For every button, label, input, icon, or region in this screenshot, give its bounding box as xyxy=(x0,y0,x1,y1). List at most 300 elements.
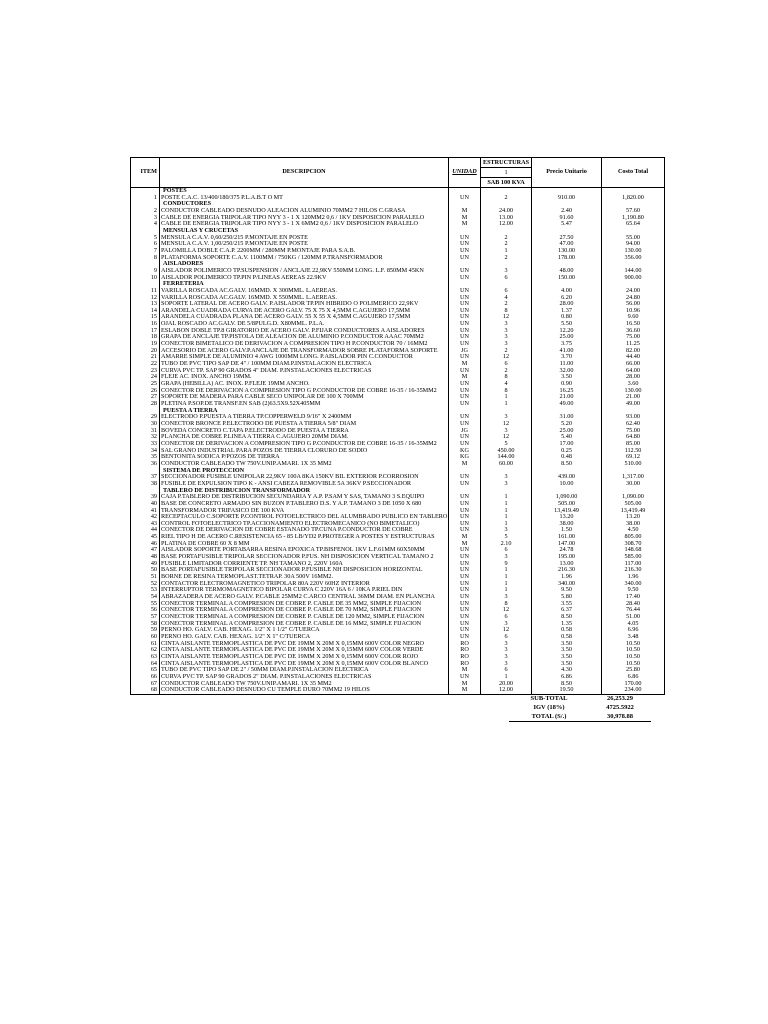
item-quantity: 3 xyxy=(481,481,532,488)
section-row xyxy=(131,261,665,268)
item-description: PLATAFORMA SOPORTE C.A.V. 1100MM / 750KG / 120MM P.TRANSFORMADOR xyxy=(160,255,449,262)
item-number: 35 xyxy=(131,454,160,461)
item-unit-price: 150.00 xyxy=(532,275,602,282)
item-description: CONECTOR TERMINAL A COMPRESION DE COBRE P. CABLE DE 70 MM2, SIMPLE FIJACION xyxy=(160,607,449,614)
item-quantity: 12 xyxy=(481,434,532,441)
table-row xyxy=(131,474,665,481)
item-total-cost: 10.50 xyxy=(602,641,665,648)
table-row xyxy=(131,541,665,548)
item-unit: UN xyxy=(449,581,481,588)
item-unit: UN xyxy=(449,501,481,508)
section-unit-cell xyxy=(449,488,481,495)
table-row xyxy=(131,275,665,282)
table-row xyxy=(131,268,665,275)
item-number: 19 xyxy=(131,341,160,348)
item-total-cost: 9.60 xyxy=(602,314,665,321)
subtotal-value: 26,253.29 xyxy=(607,695,633,702)
item-unit-price: 5.80 xyxy=(532,594,602,601)
item-unit-price: 24.78 xyxy=(532,547,602,554)
item-total-cost: 130.00 xyxy=(602,388,665,395)
item-unit: UN xyxy=(449,308,481,315)
table-row xyxy=(131,421,665,428)
item-unit: UN xyxy=(449,401,481,408)
section-row xyxy=(131,201,665,208)
table-row xyxy=(131,348,665,355)
item-description: CINTA AISLANTE TERMOPLASTICA DE PVC DE 19MM X 20M X 0,15MM 600V COLOR NEGRO xyxy=(160,641,449,648)
item-number: 9 xyxy=(131,268,160,275)
item-quantity: 5 xyxy=(481,534,532,541)
item-description: VARILLA ROSCADA AC.GALV. 16MMD. X 300MML. L.AEREAS. xyxy=(160,288,449,295)
item-unit: UN xyxy=(449,314,481,321)
table-row xyxy=(131,607,665,614)
item-description: CONECTOR DE DERIVACION A COMPRESION TIPO G P.CONDUCTOR DE COBRE 16-35 / 16-35MM2 xyxy=(160,441,449,448)
item-description: ELECTRODO P.PUESTA A TIERRA TP.COPPERWELD 9/16" X 2400MM xyxy=(160,414,449,421)
item-unit: M xyxy=(449,541,481,548)
item-unit-price: 11.00 xyxy=(532,361,602,368)
item-quantity: 8 xyxy=(481,374,532,381)
item-unit: UN xyxy=(449,521,481,528)
item-quantity: 9 xyxy=(481,561,532,568)
table-row xyxy=(131,527,665,534)
table-row xyxy=(131,388,665,395)
summary-table xyxy=(509,694,651,722)
table-row xyxy=(131,381,665,388)
subtotal-label: SUB-TOTAL xyxy=(530,695,568,702)
item-total-cost: 30.00 xyxy=(602,481,665,488)
item-quantity: 60.00 xyxy=(481,461,532,468)
item-number: 53 xyxy=(131,587,160,594)
section-item-cell xyxy=(131,228,160,235)
item-unit: UN xyxy=(449,341,481,348)
item-description: ACCESORIO DE ACERO GALV.P.ANCLAJE DE TRANSFORMADOR SOBRE PLATAFORMA SOPORTE xyxy=(160,348,449,355)
item-quantity: 12 xyxy=(481,607,532,614)
item-description: CAJA P.TABLERO DE DISTRIBUCION SECUNDARIA Y A.P. P.SAM Y SAS, TAMANO 3 S.EQUIPO xyxy=(160,494,449,501)
item-total-cost: 17.40 xyxy=(602,594,665,601)
item-quantity: 1 xyxy=(481,581,532,588)
item-unit-price: 3.50 xyxy=(532,374,602,381)
item-number: 56 xyxy=(131,607,160,614)
item-description: VARILLA ROSCADA AC.GALV. 16MMD. X 550MML. L.AEREAS. xyxy=(160,295,449,302)
item-total-cost: 10.50 xyxy=(602,661,665,668)
item-number: 8 xyxy=(131,255,160,262)
header-precio: Precio Unitario xyxy=(532,158,602,188)
item-number: 11 xyxy=(131,288,160,295)
item-description: INTERRUPTOR TERMOMAGNETICO BIPOLAR CURVA C 220V 16A 6 / 10KA P.RIEL DIN xyxy=(160,587,449,594)
table-row xyxy=(131,341,665,348)
item-number: 47 xyxy=(131,547,160,554)
item-quantity: 8 xyxy=(481,308,532,315)
table-row xyxy=(131,401,665,408)
section-price-cell xyxy=(532,261,602,268)
item-description: PLATINA DE COBRE 60 X 8 MM xyxy=(160,541,449,548)
section-item-cell xyxy=(131,281,160,288)
table-row xyxy=(131,448,665,455)
section-price-cell xyxy=(532,408,602,415)
item-unit-price: 3.50 xyxy=(532,654,602,661)
item-unit-price: 41.00 xyxy=(532,348,602,355)
table-row xyxy=(131,534,665,541)
item-quantity: 6 xyxy=(481,667,532,674)
item-quantity: 4 xyxy=(481,295,532,302)
item-unit: UN xyxy=(449,607,481,614)
item-total-cost: 148.68 xyxy=(602,547,665,554)
item-unit: UN xyxy=(449,441,481,448)
table-row xyxy=(131,221,665,228)
section-title: MENSULAS Y CRUCETAS xyxy=(160,228,449,235)
item-total-cost: 51.00 xyxy=(602,614,665,621)
item-unit-price: 48.00 xyxy=(532,268,602,275)
item-number: 2 xyxy=(131,208,160,215)
item-quantity: 1 xyxy=(481,394,532,401)
item-total-cost: 69.12 xyxy=(602,454,665,461)
item-number: 3 xyxy=(131,215,160,222)
section-row xyxy=(131,281,665,288)
item-quantity: 1 xyxy=(481,501,532,508)
item-description: CONDUCTOR CABLEADO DESNUDO CU TEMPLE DURO 70MM2 19 HILOS xyxy=(160,687,449,694)
table-row xyxy=(131,414,665,421)
table-row xyxy=(131,494,665,501)
item-unit-price: 195.00 xyxy=(532,554,602,561)
table-row xyxy=(131,328,665,335)
item-quantity: 3 xyxy=(481,594,532,601)
item-unit: UN xyxy=(449,394,481,401)
item-number: 25 xyxy=(131,381,160,388)
item-total-cost: 94.00 xyxy=(602,241,665,248)
item-description: CONECTOR TERMINAL A COMPRESION DE COBRE P. CABLE DE 16 MM2, SIMPLE FIJACION xyxy=(160,621,449,628)
section-title: AISLADORES xyxy=(160,261,449,268)
item-total-cost: 57.60 xyxy=(602,208,665,215)
table-row xyxy=(131,567,665,574)
section-item-cell xyxy=(131,188,160,195)
section-total-cell xyxy=(602,468,665,475)
item-number: 44 xyxy=(131,527,160,534)
item-unit-price: 0.25 xyxy=(532,448,602,455)
item-unit-price: 2.40 xyxy=(532,208,602,215)
section-total-cell xyxy=(602,281,665,288)
item-total-cost: 62.40 xyxy=(602,421,665,428)
item-quantity: 20.00 xyxy=(481,681,532,688)
item-unit: M xyxy=(449,374,481,381)
item-unit: M xyxy=(449,361,481,368)
item-total-cost: 356.00 xyxy=(602,255,665,262)
table-row xyxy=(131,288,665,295)
item-description: CABLE DE ENERGIA TRIPOLAR TIPO NYY 3 - 1 X 6MM2 0,6 / 1KV DISPOSICION PARALELO xyxy=(160,221,449,228)
item-unit: UN xyxy=(449,554,481,561)
item-number: 61 xyxy=(131,641,160,648)
item-number: 49 xyxy=(131,561,160,568)
item-unit: UN xyxy=(449,547,481,554)
item-description: ABRAZADERA DE ACERO GALV. P.CABLE 25MM2 C.ARCO CENTRAL 36MM DIAM. EN PLANCHA xyxy=(160,594,449,601)
table-row xyxy=(131,308,665,315)
item-number: 39 xyxy=(131,494,160,501)
table-row xyxy=(131,461,665,468)
item-number: 4 xyxy=(131,221,160,228)
item-unit: M xyxy=(449,215,481,222)
item-quantity: 5 xyxy=(481,441,532,448)
item-number: 60 xyxy=(131,634,160,641)
item-number: 41 xyxy=(131,508,160,515)
section-item-cell xyxy=(131,488,160,495)
item-unit-price: 13,419.49 xyxy=(532,508,602,515)
item-unit-price: 0.48 xyxy=(532,454,602,461)
item-total-cost: 510.00 xyxy=(602,461,665,468)
item-number: 14 xyxy=(131,308,160,315)
item-number: 18 xyxy=(131,334,160,341)
table-row xyxy=(131,634,665,641)
item-quantity: 3 xyxy=(481,428,532,435)
item-quantity: 1 xyxy=(481,521,532,528)
item-quantity: 2 xyxy=(481,241,532,248)
item-description: ESLABON DOBLE TP.8 GIRATORIO DE ACERO GALV. P.FIJAR CONDUCTORES A AISLADORES xyxy=(160,328,449,335)
section-qty-cell xyxy=(481,261,532,268)
item-number: 52 xyxy=(131,581,160,588)
item-number: 54 xyxy=(131,594,160,601)
item-unit-price: 0.80 xyxy=(532,314,602,321)
item-unit-price: 216.30 xyxy=(532,567,602,574)
item-total-cost: 3.60 xyxy=(602,381,665,388)
item-quantity: 1 xyxy=(481,508,532,515)
item-number: 59 xyxy=(131,627,160,634)
item-unit: UN xyxy=(449,494,481,501)
item-unit-price: 1,090.00 xyxy=(532,494,602,501)
item-quantity: 3 xyxy=(481,321,532,328)
item-quantity: 1 xyxy=(481,574,532,581)
item-number: 63 xyxy=(131,654,160,661)
item-number: 36 xyxy=(131,461,160,468)
item-quantity: 3 xyxy=(481,474,532,481)
item-unit-price: 910.00 xyxy=(532,195,602,202)
item-unit: UN xyxy=(449,627,481,634)
item-number: 31 xyxy=(131,428,160,435)
header-item: ITEM xyxy=(131,158,160,188)
item-quantity: 1 xyxy=(481,248,532,255)
item-total-cost: 234.00 xyxy=(602,687,665,694)
section-qty-cell xyxy=(481,228,532,235)
item-unit: UN xyxy=(449,434,481,441)
item-unit: UN xyxy=(449,354,481,361)
item-description: ARANDELA CUADRADA CURVA DE ACERO GALV. 75 X 75 X 4,5MM C.AGUJERO 17,5MM xyxy=(160,308,449,315)
item-unit: RO xyxy=(449,661,481,668)
section-title: FERRETERIA xyxy=(160,281,449,288)
item-description: PALOMILLA DOBLE C.A.P. 2200MM / 280MM P.MONTAJE PARA S.A.B. xyxy=(160,248,449,255)
table-row xyxy=(131,641,665,648)
item-number: 67 xyxy=(131,681,160,688)
item-unit: RO xyxy=(449,641,481,648)
item-unit-price: 13.20 xyxy=(532,514,602,521)
item-total-cost: 10.96 xyxy=(602,308,665,315)
section-price-cell xyxy=(532,228,602,235)
item-description: FUSIBLE DE EXPULSION TIPO K - ANSI CABEZA REMOVIBLE 5A 36KV P.SECCIONADOR xyxy=(160,481,449,488)
item-unit: UN xyxy=(449,574,481,581)
item-description: CINTA AISLANTE TERMOPLASTICA DE PVC DE 19MM X 20M X 0,15MM 600V COLOR VERDE xyxy=(160,647,449,654)
section-price-cell xyxy=(532,201,602,208)
item-number: 43 xyxy=(131,521,160,528)
item-unit-price: 4.30 xyxy=(532,667,602,674)
header-estructuras-num: 1 xyxy=(481,168,532,178)
item-description: SOPORTE DE MADERA PARA CABLE SECO UNIPOLAR DE 100 X 700MM xyxy=(160,394,449,401)
table-row xyxy=(131,248,665,255)
item-description: TUBO DE PVC TIPO SAP DE 4" / 100MM DIAM.P.INSTALACION ELECTRICA xyxy=(160,361,449,368)
item-total-cost: 11.25 xyxy=(602,341,665,348)
item-description: BENTONITA SODICA P/POZOS DE TIERRA xyxy=(160,454,449,461)
item-unit: UN xyxy=(449,328,481,335)
header-unidad-text: UNIDAD xyxy=(452,168,477,176)
item-total-cost: 4.05 xyxy=(602,621,665,628)
item-unit: M xyxy=(449,681,481,688)
item-number: 37 xyxy=(131,474,160,481)
item-quantity: 2 xyxy=(481,235,532,242)
item-unit-price: 10.00 xyxy=(532,481,602,488)
section-item-cell xyxy=(131,408,160,415)
item-unit-price: 439.00 xyxy=(532,474,602,481)
table-row xyxy=(131,301,665,308)
item-number: 20 xyxy=(131,348,160,355)
item-description: GRAPA DE ANCLAJE TP.PISTOLA DE ALEACION DE ALUMINIO P.CONDUCTOR AAAC 70MM2 xyxy=(160,334,449,341)
item-unit: UN xyxy=(449,321,481,328)
item-description: CURVA PVC TP. SAP 90 GRADOS 2" DIAM. P.INSTALACIONES ELECTRICAS xyxy=(160,674,449,681)
item-total-cost: 117.00 xyxy=(602,561,665,568)
item-quantity: 12 xyxy=(481,421,532,428)
item-description: AISLADOR SOPORTE PORTABARRA RESINA EPOXICA TP.BISFENOL 1KV L.F.61MM 60X50MM xyxy=(160,547,449,554)
item-total-cost: 6.86 xyxy=(602,674,665,681)
item-number: 38 xyxy=(131,481,160,488)
section-total-cell xyxy=(602,228,665,235)
item-unit-price: 12.20 xyxy=(532,328,602,335)
section-row xyxy=(131,228,665,235)
item-number: 64 xyxy=(131,661,160,668)
item-quantity: 2 xyxy=(481,301,532,308)
section-unit-cell xyxy=(449,408,481,415)
table-row xyxy=(131,594,665,601)
header-estructuras: ESTRUCTURAS xyxy=(481,158,532,168)
section-qty-cell xyxy=(481,281,532,288)
item-total-cost: 82.00 xyxy=(602,348,665,355)
item-quantity: 450.00 xyxy=(481,448,532,455)
item-number: 33 xyxy=(131,441,160,448)
item-total-cost: 112.50 xyxy=(602,448,665,455)
item-number: 5 xyxy=(131,235,160,242)
item-unit: M xyxy=(449,687,481,694)
item-quantity: 3 xyxy=(481,621,532,628)
item-quantity: 24.00 xyxy=(481,208,532,215)
item-unit-price: 3.50 xyxy=(532,647,602,654)
item-total-cost: 75.00 xyxy=(602,334,665,341)
table-row xyxy=(131,334,665,341)
item-unit: M xyxy=(449,221,481,228)
item-unit: RO xyxy=(449,647,481,654)
section-qty-cell xyxy=(481,188,532,195)
item-total-cost: 85.00 xyxy=(602,441,665,448)
section-title: CONDUCTORES xyxy=(160,201,449,208)
item-description: SECCIONADOR FUSIBLE UNIPOLAR 22,9KV 100A 8KA 150KV BIL EXTERIOR P.CORROSION xyxy=(160,474,449,481)
item-unit: UN xyxy=(449,634,481,641)
item-unit: KG xyxy=(449,448,481,455)
item-number: 15 xyxy=(131,314,160,321)
section-qty-cell xyxy=(481,468,532,475)
item-number: 27 xyxy=(131,394,160,401)
item-number: 29 xyxy=(131,414,160,421)
item-description: CINTA AISLANTE TERMOPLASTICA DE PVC DE 19MM X 20M X 0,15MM 600V COLOR ROJO xyxy=(160,654,449,661)
item-quantity: 4 xyxy=(481,381,532,388)
table-row xyxy=(131,667,665,674)
table-row xyxy=(131,501,665,508)
item-description: OJAL ROSCADO AC.GALV. DE 5/8PULG.D. X80MML. P.L.A. xyxy=(160,321,449,328)
table-row xyxy=(131,208,665,215)
item-total-cost: 585.00 xyxy=(602,554,665,561)
section-price-cell xyxy=(532,468,602,475)
item-unit-price: 178.00 xyxy=(532,255,602,262)
item-unit-price: 32.00 xyxy=(532,368,602,375)
item-number: 7 xyxy=(131,248,160,255)
item-number: 68 xyxy=(131,687,160,694)
section-unit-cell xyxy=(449,468,481,475)
item-description: MENSULA C.A.V. 1,00/250/215 P.MONTAJE EN POSTE xyxy=(160,241,449,248)
item-unit: UN xyxy=(449,295,481,302)
table-row xyxy=(131,508,665,515)
table-row xyxy=(131,581,665,588)
item-description: CONECTOR BRONCE P.ELECTRODO DE PUESTA A TIERRA 5/8" DIAM xyxy=(160,421,449,428)
item-unit-price: 340.00 xyxy=(532,581,602,588)
table-body xyxy=(131,188,665,695)
item-unit-price: 0.58 xyxy=(532,627,602,634)
item-unit: UN xyxy=(449,414,481,421)
section-title: POSTES xyxy=(160,188,449,195)
item-unit-price: 3.50 xyxy=(532,641,602,648)
item-quantity: 1 xyxy=(481,494,532,501)
item-total-cost: 28.00 xyxy=(602,374,665,381)
section-row xyxy=(131,468,665,475)
item-total-cost: 44.40 xyxy=(602,354,665,361)
item-quantity: 13.00 xyxy=(481,215,532,222)
item-unit-price: 9.50 xyxy=(532,587,602,594)
item-unit: UN xyxy=(449,288,481,295)
item-number: 26 xyxy=(131,388,160,395)
item-unit-price: 6.37 xyxy=(532,607,602,614)
item-quantity: 2 xyxy=(481,255,532,262)
section-title: PUESTA A TIERRA xyxy=(160,408,449,415)
item-total-cost: 49.00 xyxy=(602,401,665,408)
item-total-cost: 340.00 xyxy=(602,581,665,588)
table-row xyxy=(131,481,665,488)
item-total-cost: 66.00 xyxy=(602,361,665,368)
table-row xyxy=(131,195,665,202)
item-unit-price: 5.50 xyxy=(532,321,602,328)
item-quantity: 12.00 xyxy=(481,687,532,694)
item-number: 58 xyxy=(131,621,160,628)
item-total-cost: 130.00 xyxy=(602,248,665,255)
item-unit: UN xyxy=(449,474,481,481)
table-row xyxy=(131,621,665,628)
item-unit: UN xyxy=(449,561,481,568)
item-total-cost: 64.00 xyxy=(602,368,665,375)
item-quantity: 144.00 xyxy=(481,454,532,461)
item-total-cost: 9.50 xyxy=(602,587,665,594)
item-unit: KG xyxy=(449,454,481,461)
item-quantity: 6 xyxy=(481,288,532,295)
table-row xyxy=(131,647,665,654)
section-title: SISTEMA DE PROTECCION xyxy=(160,468,449,475)
item-description: AMARRE SIMPLE DE ALUMINIO 4 AWG 1000MM LONG. P.AISLADOR PIN C.CONDUCTOR xyxy=(160,354,449,361)
item-quantity: 2 xyxy=(481,368,532,375)
item-total-cost: 1,317.00 xyxy=(602,474,665,481)
item-total-cost: 805.00 xyxy=(602,534,665,541)
item-unit: UN xyxy=(449,421,481,428)
section-total-cell xyxy=(602,201,665,208)
table-row xyxy=(131,661,665,668)
item-unit-price: 6.20 xyxy=(532,295,602,302)
budget-sheet xyxy=(130,157,651,695)
section-item-cell xyxy=(131,201,160,208)
